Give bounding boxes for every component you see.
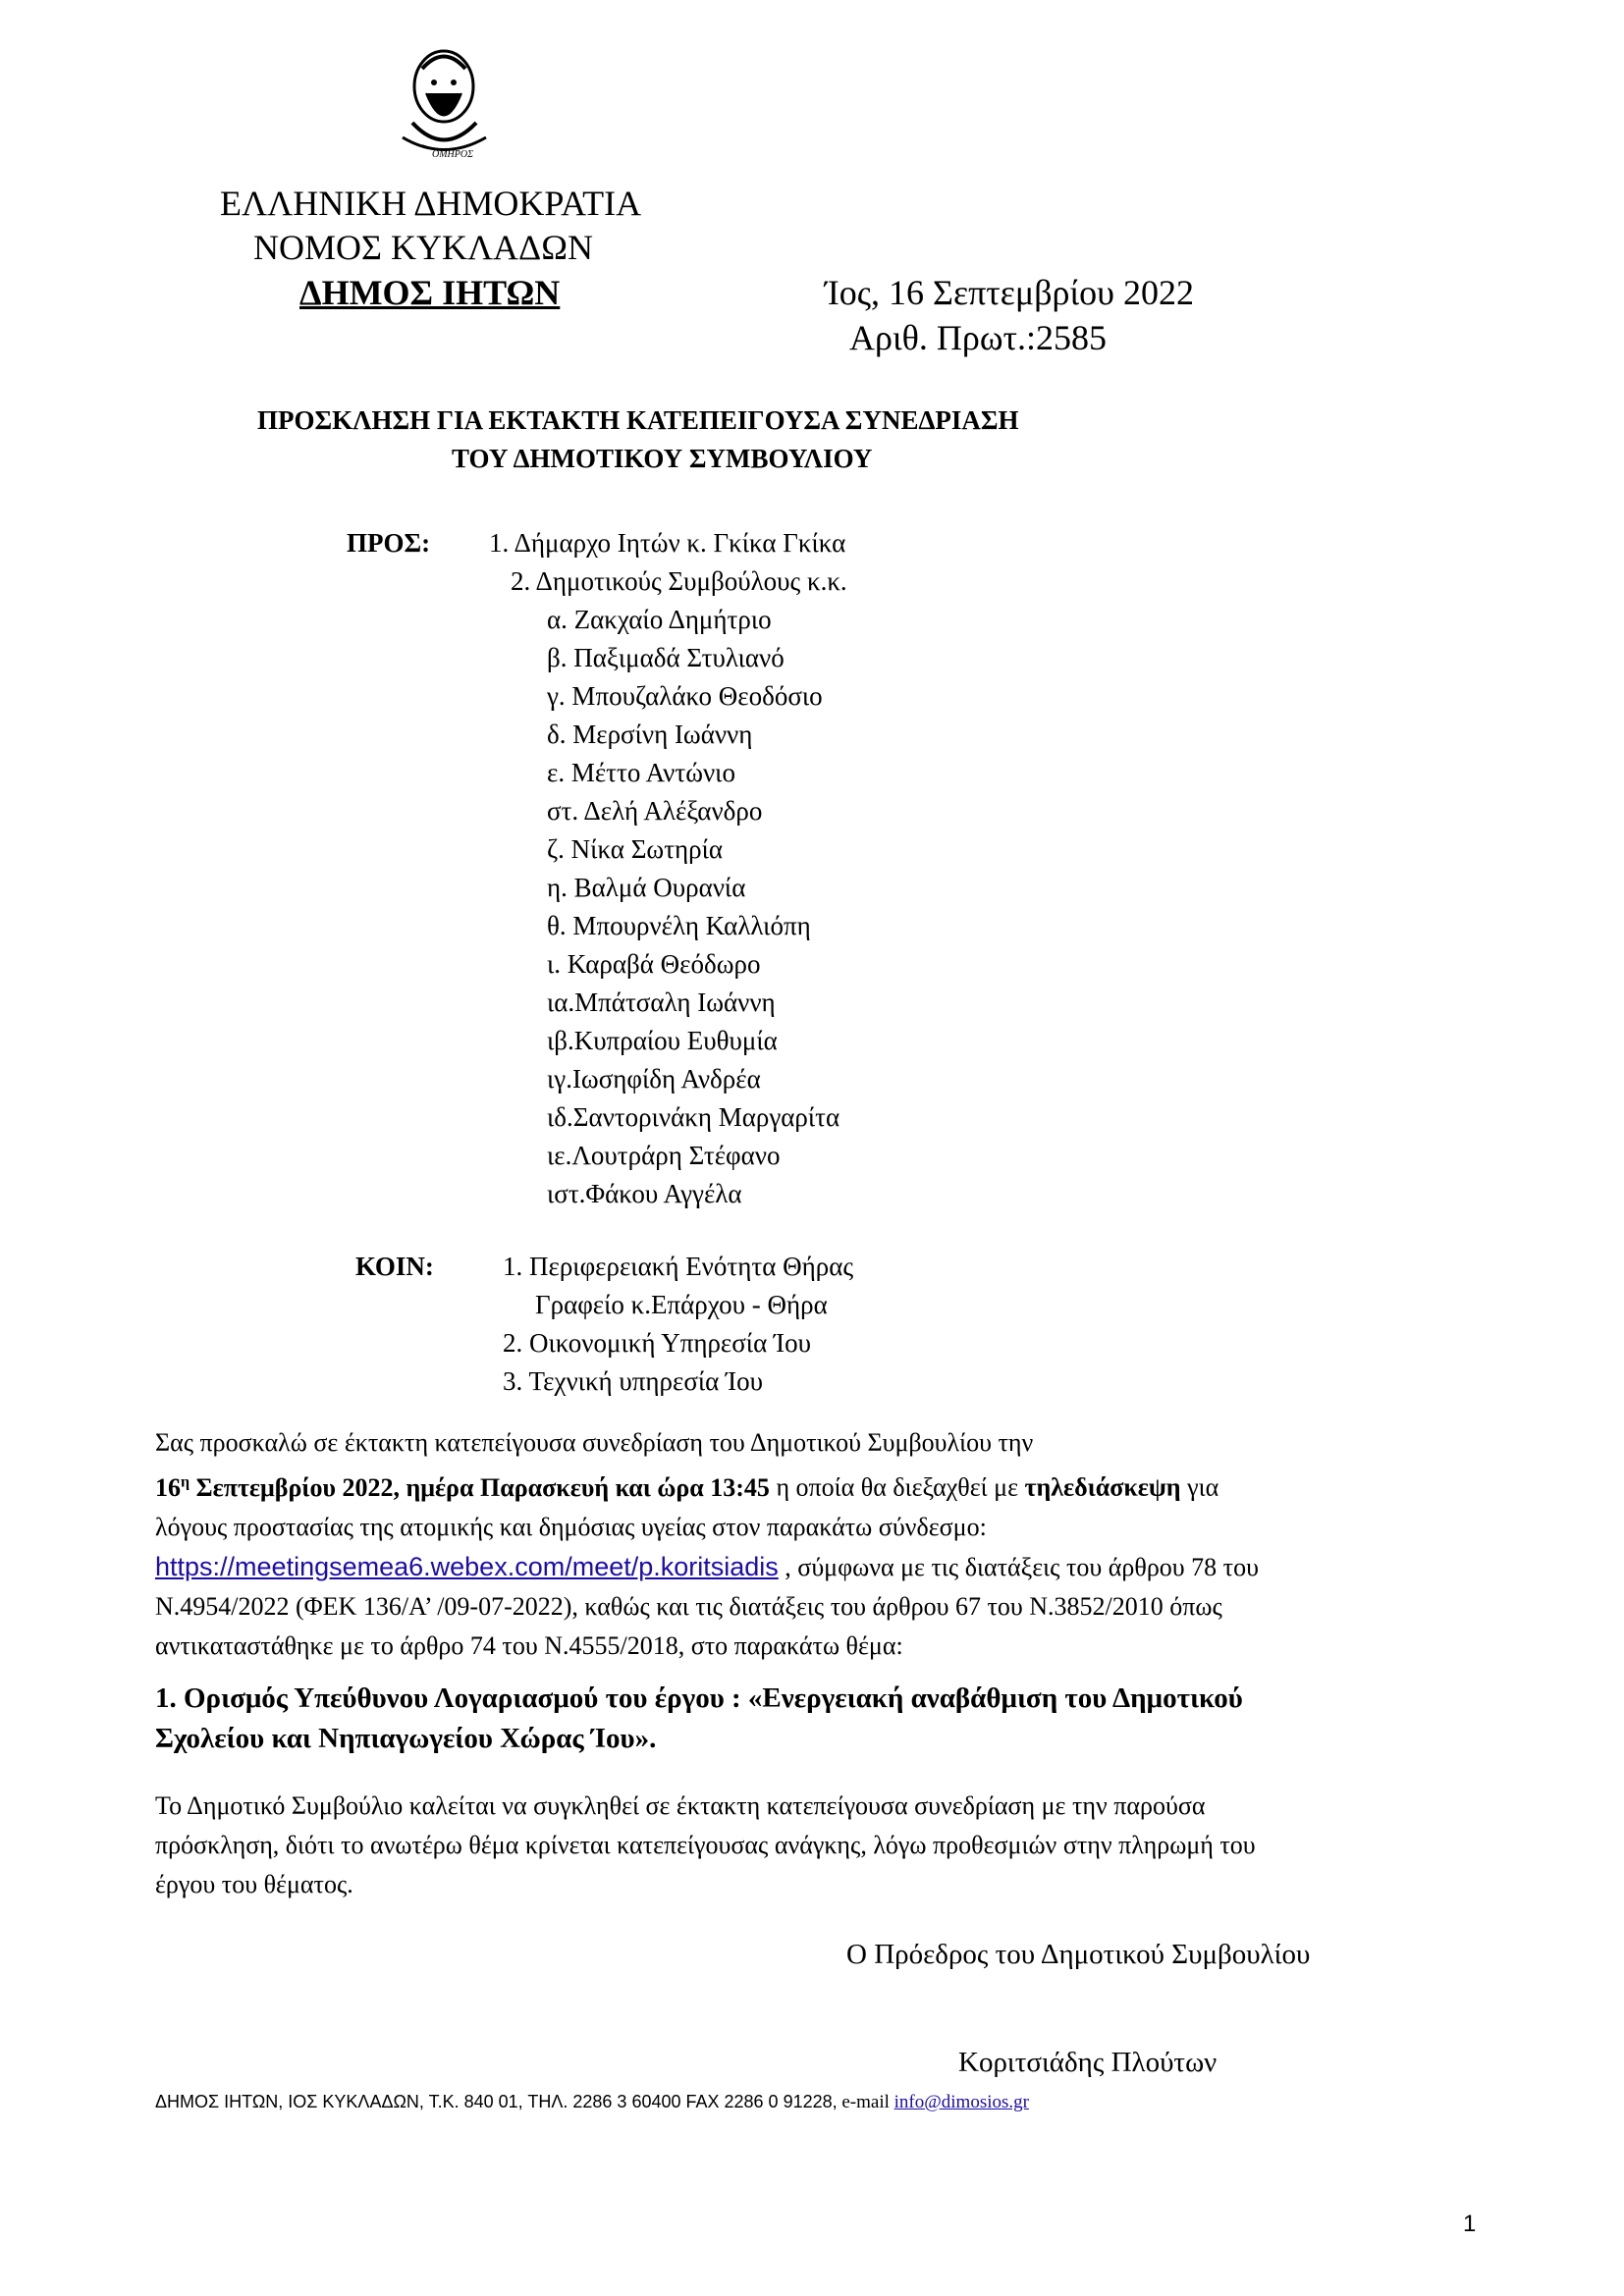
footer-contact: [155, 2092, 1029, 2113]
justification-paragraph: [155, 1787, 1256, 1904]
cc-item: 1. Περιφερειακή Ενότητα Θήρας: [503, 1252, 854, 1281]
recipient-item: δ. Μερσίνη Ιωάννη: [547, 720, 753, 749]
invitation-line: λόγους προστασίας της ατομικής και δημόσιας υγείας στον παρακάτω σύνδεσμο:: [155, 1512, 987, 1541]
justification-line: Το Δημοτικό Συμβούλιο καλείται να συγκληθεί σε έκτακτη κατεπείγουσα συνεδρίαση με την παρούσα: [155, 1791, 1206, 1820]
recipient-item: ιβ.Κυπραίου Ευθυμία: [547, 1026, 778, 1055]
invitation-line: [155, 1463, 1259, 1508]
header-protocol: Αριθ. Πρωτ.:2585: [849, 318, 1108, 357]
recipient-item: ιστ.Φάκου Αγγέλα: [547, 1179, 742, 1208]
cc-item: 3. Τεχνική υπηρεσία Ίου: [503, 1366, 764, 1396]
recipient-item: ιδ.Σαντορινάκη Μαργαρίτα: [547, 1102, 840, 1132]
recipient-item: ι. Καραβά Θεόδωρο: [547, 949, 761, 979]
invitation-paragraph: [155, 1423, 1259, 1666]
recipient-item: 2. Δημοτικούς Συμβούλους κ.κ.: [511, 566, 847, 596]
recipient-item: ε. Μέττο Αντώνιο: [547, 758, 735, 787]
header-prefecture: ΝΟΜΟΣ ΚΥΚΛΑΔΩΝ: [253, 228, 593, 267]
title-line-1: ΠΡΟΣΚΛΗΣΗ ΓΙΑ ΕΚΤΑΚΤΗ ΚΑΤΕΠΕΙΓΟΥΣΑ ΣΥΝΕΔΡΙΑΣΗ: [257, 405, 1019, 435]
recipients-label: ΠΡΟΣ:: [347, 528, 431, 558]
agenda-topic-line: Σχολείου και Νηπιαγωγείου Χώρας Ίου».: [155, 1723, 657, 1754]
footer-address: ΔΗΜΟΣ ΙΗΤΩΝ, ΙΟΣ ΚΥΚΛΑΔΩΝ, Τ.Κ. 840 01, ΤΗΛ. 2286 3 60400 FAX 2286 0 91228,: [155, 2092, 838, 2111]
recipient-item: η. Βαλμά Ουρανία: [547, 873, 746, 902]
webex-link[interactable]: https://meetingsemea6.webex.com/meet/p.koritsiadis: [155, 1551, 779, 1581]
recipient-item: θ. Μπουρνέλη Καλλιόπη: [547, 911, 811, 940]
meeting-date-time: Σεπτεμβρίου 2022, ημέρα Παρασκευή και ώρα 13:45: [189, 1472, 770, 1502]
agenda-topic-line: 1. Ορισμός Υπεύθυνου Λογαριασμού του έργου : «Ενεργειακή αναβάθμιση του Δημοτικού: [155, 1682, 1243, 1714]
agenda-topic: [155, 1679, 1243, 1759]
invitation-line: [155, 1547, 1259, 1587]
invitation-text: , σύμφωνα με τις διατάξεις του άρθρου 78 του: [778, 1552, 1259, 1581]
page-number: 1: [1463, 2211, 1477, 2237]
recipient-item: ιγ.Ιωσηφίδη Ανδρέα: [547, 1064, 761, 1094]
header-place-date: Ίος, 16 Σεπτεμβρίου 2022: [825, 273, 1194, 312]
recipient-item: ια.Μπάτσαλη Ιωάννη: [547, 988, 776, 1017]
footer-email-link[interactable]: info@dimosios.gr: [893, 2092, 1029, 2112]
header-republic: ΕΛΛΗΝΙΚΗ ΔΗΜΟΚΡΑΤΙΑ: [220, 184, 642, 223]
recipient-item: ζ. Νίκα Σωτηρία: [547, 834, 724, 864]
signature-role: Ο Πρόεδρος του Δημοτικού Συμβουλίου: [846, 1939, 1311, 1970]
recipient-item: α. Ζακχαίο Δημήτριο: [547, 605, 772, 634]
meeting-mode: τηλεδιάσκεψη: [1024, 1472, 1181, 1502]
title-line-2: ΤΟΥ ΔΗΜΟΤΙΚΟΥ ΣΥΜΒΟΥΛΙΟΥ: [452, 444, 873, 473]
meeting-day: 16: [155, 1472, 181, 1502]
invitation-text: η οποία θα διεξαχθεί με: [769, 1472, 1025, 1502]
meeting-day-suffix: η: [181, 1473, 190, 1490]
invitation-text: για: [1180, 1472, 1219, 1502]
recipient-item: γ. Μπουζαλάκο Θεοδόσιο: [547, 681, 823, 711]
justification-line: έργου του θέματος.: [155, 1870, 353, 1898]
header-municipality: ΔΗΜΟΣ ΙΗΤΩΝ: [299, 273, 561, 312]
emblem-caption: ΟΜΗΡΟΣ: [432, 149, 474, 160]
recipient-item: στ. Δελή Αλέξανδρο: [547, 796, 763, 826]
cc-item: Γραφείο κ.Επάρχου - Θήρα: [535, 1290, 828, 1319]
justification-line: πρόσκληση, διότι το ανωτέρω θέμα κρίνεται κατεπείγουσας ανάγκης, λόγω προθεσμιών στην πληρωμή του: [155, 1831, 1256, 1859]
recipient-item: ιε.Λουτράρη Στέφανο: [547, 1141, 781, 1170]
recipient-item: 1. Δήμαρχο Ιητών κ. Γκίκα Γκίκα: [489, 528, 846, 558]
footer-email-label: e-mail: [837, 2092, 894, 2112]
invitation-line: Ν.4954/2022 (ΦΕΚ 136/Α’ /09-07-2022), καθώς και τις διατάξεις του άρθρου 67 του Ν.3852/2010 όπως: [155, 1591, 1222, 1621]
homer-emblem: [383, 39, 506, 162]
invitation-line: αντικαταστάθηκε με το άρθρο 74 του Ν.4555/2018, στο παρακάτω θέμα:: [155, 1630, 903, 1660]
cc-label: ΚΟΙΝ:: [355, 1252, 434, 1281]
cc-item: 2. Οικονομική Υπηρεσία Ίου: [503, 1328, 811, 1358]
signature-name: Κοριτσιάδης Πλούτων: [958, 2047, 1218, 2078]
invitation-line: Σας προσκαλώ σε έκτακτη κατεπείγουσα συνεδρίαση του Δημοτικού Συμβουλίου την: [155, 1428, 1034, 1457]
recipient-item: β. Παξιμαδά Στυλιανό: [547, 643, 785, 672]
